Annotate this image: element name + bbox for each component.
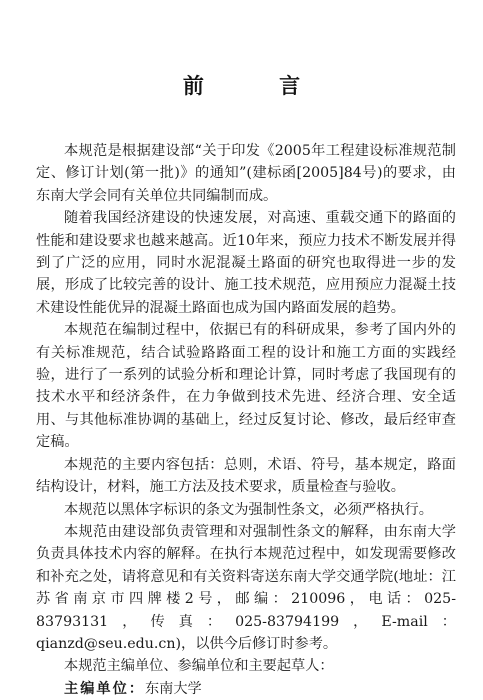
paragraph-6: 本规范由建设部负责管理和对强制性条文的解释，由东南大学负责具体技术内容的解释。在执行本规范过程中，如发现需要修改和补充之处，请将意见和有关资料寄送东南大学交通学院(地址：江苏省南京市四牌楼2号，邮编：210096，电话：025-83793131，传真：025-83794199，E-mail：qianzd@seu.edu.cn)，以供今后修订时参考。	[36, 523, 456, 652]
paragraph-5: 本规范以黑体字标识的条文为强制性条文，必须严格执行。	[64, 501, 433, 518]
editor-line	[36, 678, 456, 700]
paragraph-1: 本规范是根据建设部“关于印发《2005年工程建设标准规范制定、修订计划(第一批)》的通知”(建标函[2005]84号)的要求，由东南大学会同有关单位共同编制而成。	[36, 143, 456, 204]
paragraph-4: 本规范的主要内容包括：总则，术语、符号，基本规定，路面结构设计，材料，施工方法及技术要求，质量检查与验收。	[36, 456, 456, 496]
page-title: 前 言	[182, 74, 335, 98]
paragraph-3: 本规范在编制过程中，依据已有的科研成果，参考了国内外的有关标准规范，结合试验路路面工程的设计和施工方面的实践经验，进行了一系列的试验分析和理论计算，同时考虑了我国现有的技术水平和经济条件，在力争做到技术先进、经济合理、安全适用、与其他标准协调的基础上，经过反复讨论、修改，最后经审查定稿。	[36, 322, 456, 451]
paragraph-7: 本规范主编单位、参编单位和主要起草人：	[64, 658, 334, 675]
paragraph-2: 随着我国经济建设的快速发展，对高速、重载交通下的路面的性能和建设要求也越来越高。近10年来，预应力技术不断发展并得到了广泛的应用，同时水泥混凝土路面的研究也取得进一步的发展，形成了比较完善的设计、施工技术规范，应用预应力混凝土技术建设性能优异的混凝土路面也成为国内路面发展的趋势。	[36, 210, 456, 316]
preface-body	[36, 140, 456, 700]
editor-value: 东南大学	[144, 680, 202, 697]
editor-label: 主编单位：	[64, 680, 145, 697]
